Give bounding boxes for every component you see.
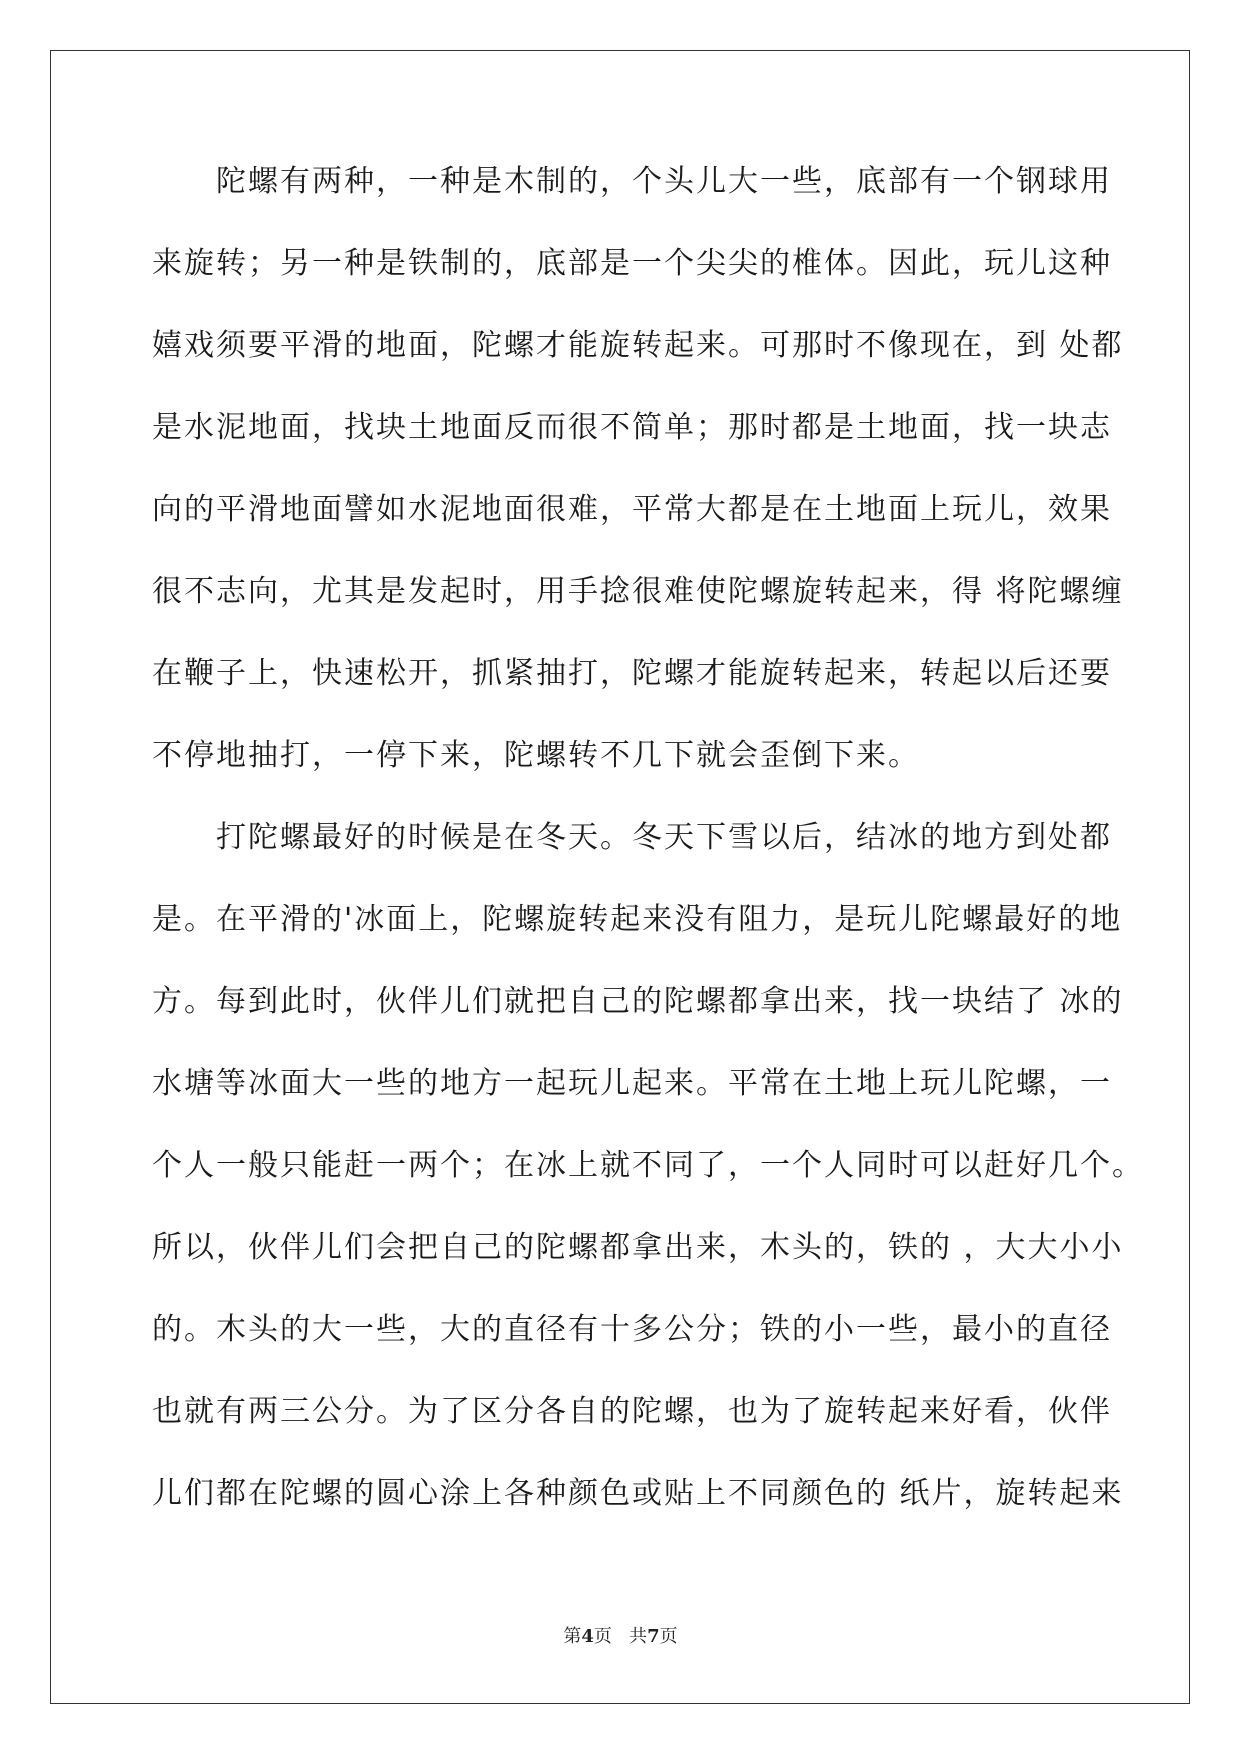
text-line: 是水泥地面，找块土地面反而很不简单；那时都是土地面，找一块志 xyxy=(152,410,1112,445)
footer-page-unit: 页 xyxy=(593,1626,612,1647)
text-line: 水塘等冰面大一些的地方一起玩儿起来。平常在土地上玩儿陀螺，一 xyxy=(152,1066,1112,1101)
footer-total-unit: 页 xyxy=(659,1626,678,1647)
total-page-number: 7 xyxy=(647,1626,660,1647)
text-line: 儿们都在陀螺的圆心涂上各种颜色或贴上不同颜色的 纸片，旋转起来 xyxy=(152,1476,1124,1511)
text-line: 很不志向，尤其是发起时，用手捻很难使陀螺旋转起来，得 将陀螺缠 xyxy=(152,574,1124,609)
text-line: 是。在平滑的'冰面上，陀螺旋转起来没有阻力，是玩儿陀螺最好的地 xyxy=(152,902,1123,937)
text-line: 方。每到此时，伙伴儿们就把自己的陀螺都拿出来，找一块结了 冰的 xyxy=(152,984,1124,1019)
footer-total-prefix: 共 xyxy=(629,1626,648,1647)
text-line: 也就有两三公分。为了区分各自的陀螺，也为了旋转起来好看，伙伴 xyxy=(152,1394,1112,1429)
footer-prefix: 第 xyxy=(563,1626,582,1647)
text-line: 所以，伙伴儿们会把自己的陀螺都拿出来，木头的，铁的 ，大大小小 xyxy=(152,1230,1124,1265)
page-number-footer xyxy=(0,1622,1241,1648)
text-line: 个人一般只能赶一两个；在冰上就不同了，一个人同时可以赶好几个。 xyxy=(152,1148,1144,1183)
current-page-number: 4 xyxy=(581,1626,594,1647)
text-line: 向的平滑地面譬如水泥地面很难，平常大都是在土地面上玩儿，效果 xyxy=(152,492,1112,527)
text-line: 陀螺有两种，一种是木制的，个头儿大一些，底部有一个钢球用 xyxy=(152,164,1112,199)
text-line: 来旋转；另一种是铁制的，底部是一个尖尖的椎体。因此，玩儿这种 xyxy=(152,246,1112,281)
text-line: 的。木头的大一些，大的直径有十多公分；铁的小一些，最小的直径 xyxy=(152,1312,1112,1347)
text-line: 不停地抽打，一停下来，陀螺转不几下就会歪倒下来。 xyxy=(152,738,920,773)
text-line: 嬉戏须要平滑的地面，陀螺才能旋转起来。可那时不像现在，到 处都 xyxy=(152,328,1124,363)
body-text xyxy=(152,150,1144,1544)
text-line: 打陀螺最好的时候是在冬天。冬天下雪以后，结冰的地方到处都 xyxy=(152,820,1112,855)
text-line: 在鞭子上，快速松开，抓紧抽打，陀螺才能旋转起来，转起以后还要 xyxy=(152,656,1112,691)
